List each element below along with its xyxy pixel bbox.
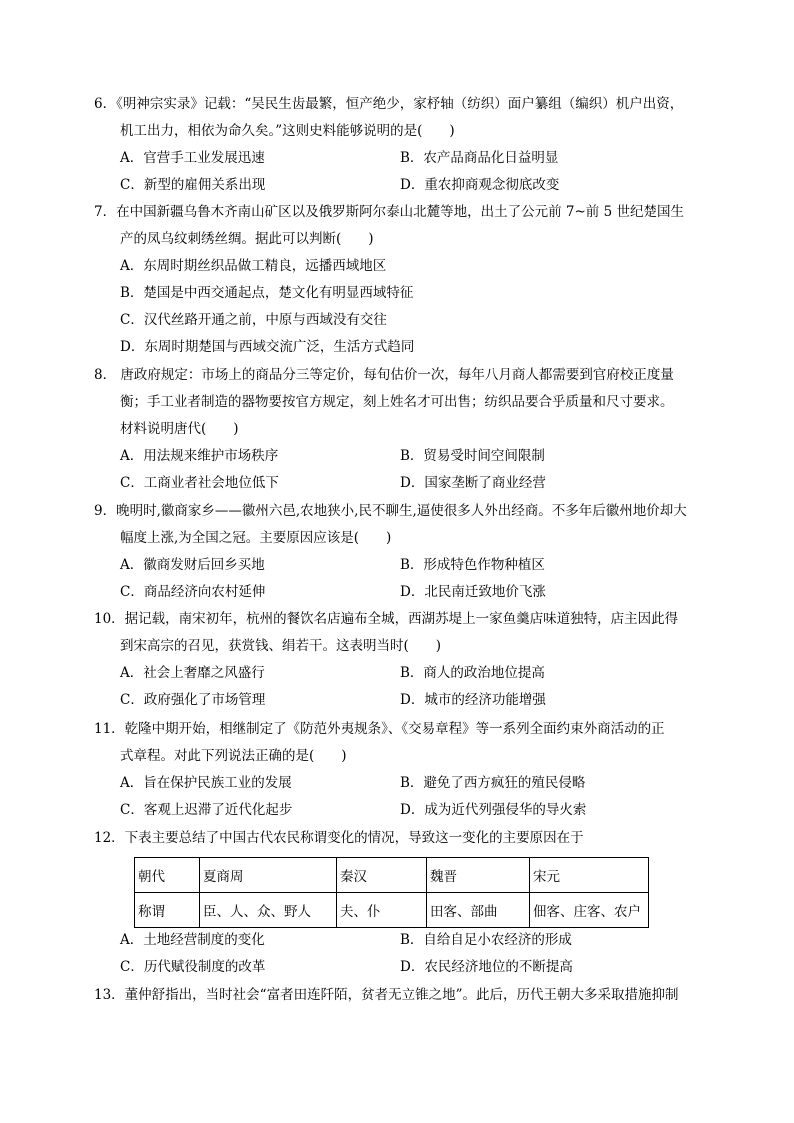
table-cell: 佃客、庄客、农户 — [530, 893, 649, 928]
question-10 — [94, 606, 714, 714]
option-a: A．社会上奢靡之风盛行 — [120, 665, 265, 681]
question-text: 8． 唐政府规定：市场上的商品分三等定价，每旬估价一次，每年八月商人都需要到官府校正度量 — [94, 367, 674, 383]
option-row — [94, 253, 714, 280]
question-text: 9．晚明时,徽商家乡——徽州六邑,农地狭小,民不聊生,逼使很多人外出经商。不多年后徽州地价却大 — [94, 503, 687, 519]
option-row — [94, 443, 714, 470]
option-row — [94, 660, 714, 687]
table-row — [135, 858, 649, 893]
question-11 — [94, 716, 714, 824]
question-text: 10．据记载，南宋初年，杭州的餐饮名店遍布全城，西湖苏堤上一家鱼羹店味道独特，店主因此得 — [94, 611, 679, 627]
option-row — [94, 797, 714, 824]
option-c: C．政府强化了市场管理 — [120, 692, 266, 708]
question-text: 12．下表主要总结了中国古代农民称谓变化的情况，导致这一变化的主要原因在于 — [94, 830, 584, 846]
table-cell: 田客、部曲 — [427, 893, 530, 928]
question-7 — [94, 199, 714, 361]
question-6 — [94, 91, 714, 199]
option-a: A．土地经营制度的变化 — [120, 932, 265, 948]
option-b: B．楚国是中西交通起点，楚文化有明显西域特征 — [120, 285, 414, 301]
option-c: C．工商业者社会地位低下 — [120, 475, 279, 491]
option-b: B．贸易受时间空间限制 — [400, 448, 545, 464]
question-9 — [94, 498, 714, 606]
option-a: A．旨在保护民族工业的发展 — [120, 775, 292, 791]
option-row — [94, 470, 714, 497]
option-d: D．东周时期楚国与西域交流广泛，生活方式趋同 — [120, 339, 415, 355]
option-c: C．历代赋役制度的改革 — [120, 959, 266, 975]
option-row — [94, 552, 714, 579]
option-row — [94, 770, 714, 797]
table-cell: 朝代 — [135, 858, 200, 893]
option-d: D．农民经济地位的不断提高 — [400, 959, 573, 975]
table-cell: 秦汉 — [337, 858, 427, 893]
option-row — [94, 334, 714, 361]
option-d: D．北民南迁致地价飞涨 — [400, 584, 546, 600]
question-text: 6．《明神宗实录》记载：“吴民生齿最繁，恒产绝少，家杼轴（纺织）面户纂组（编织）机户出资， — [94, 96, 684, 112]
option-row — [94, 280, 714, 307]
option-row — [94, 687, 714, 714]
title-change-table — [134, 857, 649, 928]
option-c: C．商品经济向农村延伸 — [120, 584, 266, 600]
option-b: B．自给自足小农经济的形成 — [400, 932, 572, 948]
question-text: 7．在中国新疆乌鲁木齐南山矿区以及俄罗斯阿尔泰山北麓等地，出土了公元前 7~前 5 世纪楚国生 — [94, 204, 684, 220]
option-c: C．汉代丝路开通之前，中原与西域没有交往 — [120, 312, 387, 328]
table-cell: 魏晋 — [427, 858, 530, 893]
table-cell: 称谓 — [135, 893, 200, 928]
option-b: B．商人的政治地位提高 — [400, 665, 545, 681]
question-text: 到宋高宗的召见，获赏钱、绢若干。这表明当时( ) — [120, 638, 442, 654]
question-text: 机工出力，相依为命久矣。”这则史料能够说明的是( ) — [120, 123, 455, 139]
question-text: 幅度上涨,为全国之冠。主要原因应该是( ) — [120, 530, 392, 546]
option-row — [94, 927, 714, 954]
option-d: D．国家垄断了商业经营 — [400, 475, 546, 491]
option-a: A．官营手工业发展迅速 — [120, 150, 265, 166]
option-b: B．形成特色作物种植区 — [400, 557, 545, 573]
option-a: A．徽商发财后回乡买地 — [120, 557, 265, 573]
question-text: 13．董仲舒指出，当时社会“富者田连阡陌，贫者无立锥之地”。此后，历代王朝大多采取措施抑制 — [94, 987, 679, 1003]
table-cell: 夏商周 — [200, 858, 337, 893]
option-a: A．用法规来维护市场秩序 — [120, 448, 279, 464]
option-c: C．新型的雇佣关系出现 — [120, 177, 266, 193]
option-c: C．客观上迟滞了近代化起步 — [120, 802, 293, 818]
option-row — [94, 579, 714, 606]
option-a: A．东周时期丝织品做工精良，远播西域地区 — [120, 258, 387, 274]
option-d: D．重农抑商观念彻底改变 — [400, 177, 560, 193]
option-d: D．成为近代列强侵华的导火索 — [400, 802, 587, 818]
option-b: B．避免了西方疯狂的殖民侵略 — [400, 775, 586, 791]
option-row — [94, 307, 714, 334]
question-text: 式章程。对此下列说法正确的是( ) — [120, 748, 347, 764]
option-d: D．城市的经济功能增强 — [400, 692, 546, 708]
question-text: 产的凤乌纹刺绣丝绸。据此可以判断( ) — [120, 231, 374, 247]
question-text: 材料说明唐代( ) — [120, 421, 239, 437]
table-cell: 臣、人、众、野人 — [200, 893, 337, 928]
question-text: 11．乾隆中期开始，相继制定了《防范外夷规条》、《交易章程》等一系列全面约束外商活动的正 — [94, 721, 665, 737]
question-12-options — [94, 927, 714, 981]
option-b: B．农产品商品化日益明显 — [400, 150, 559, 166]
question-13 — [94, 982, 714, 1009]
option-row — [94, 145, 714, 172]
question-12 — [94, 825, 714, 852]
option-row — [94, 954, 714, 981]
table-cell: 夫、仆 — [337, 893, 427, 928]
question-8 — [94, 362, 714, 497]
table-cell: 宋元 — [530, 858, 649, 893]
question-text: 衡；手工业者制造的器物要按官方规定，刻上姓名才可出售；纺织品要合乎质量和尺寸要求。 — [120, 394, 674, 410]
option-row — [94, 172, 714, 199]
table-row — [135, 893, 649, 928]
